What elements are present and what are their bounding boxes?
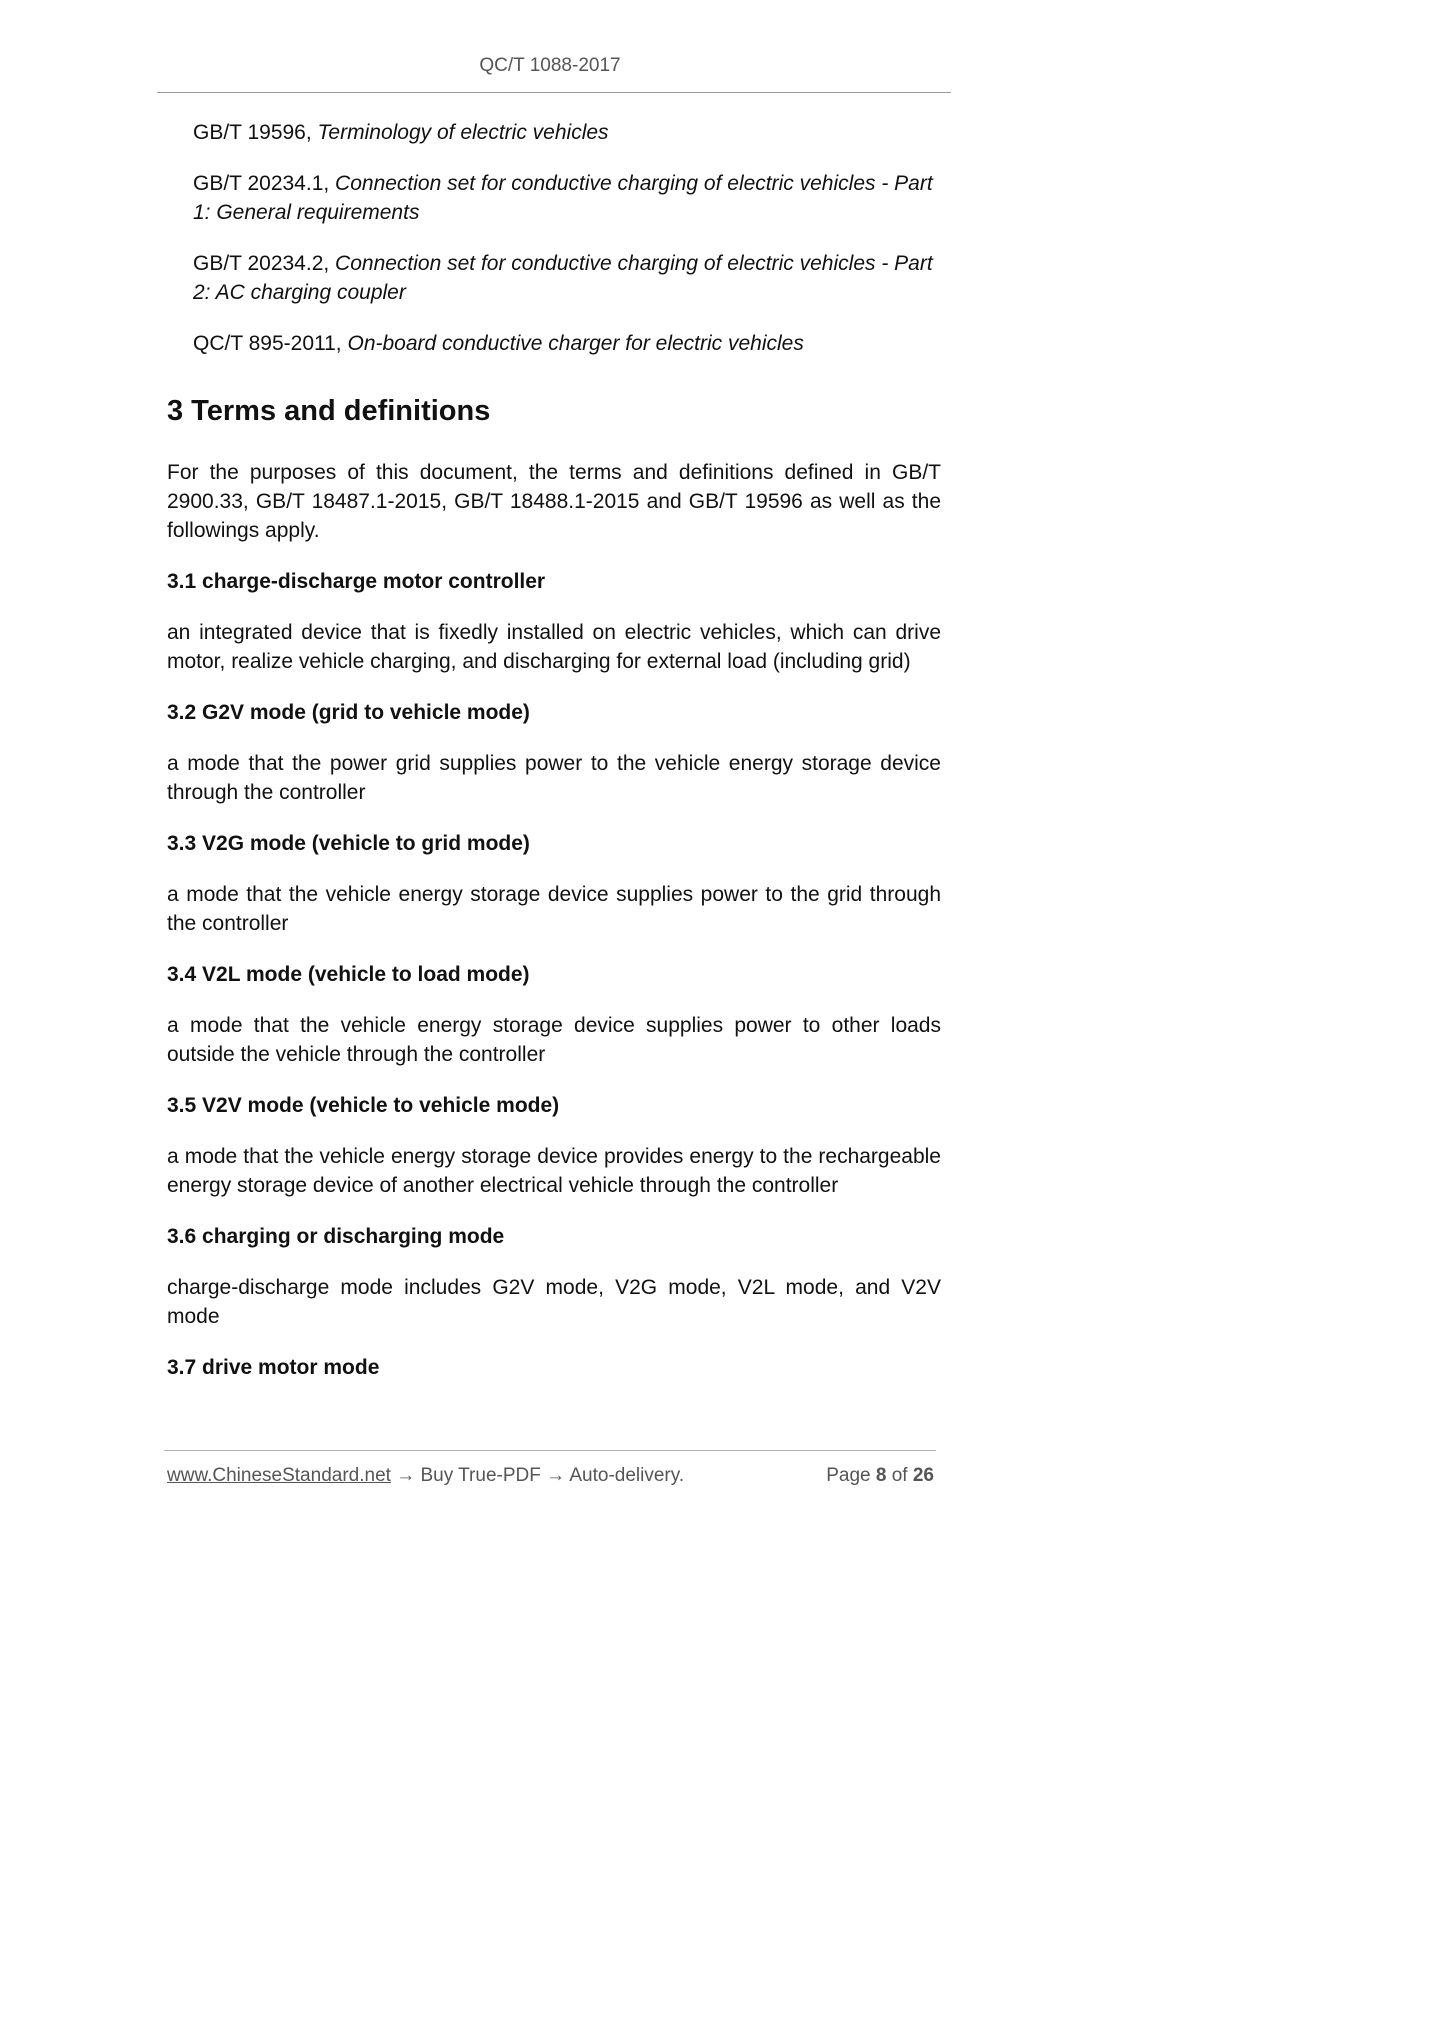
section-title: 3 Terms and definitions [167,395,491,427]
term-heading: 3.5 V2V mode (vehicle to vehicle mode) [167,1094,560,1117]
term-heading: 3.1 charge-discharge motor controller [167,570,546,593]
terms-section [167,393,941,1404]
normative-references-list [193,118,948,380]
of-label: of [886,1465,913,1486]
reference-item [193,329,948,358]
page-number: 8 [875,1465,887,1486]
page-indicator [826,1465,934,1487]
reference-item [193,249,948,307]
reference-title: Connection set for conductive charging of electric vehicles - Part 2: AC charging coupler [193,252,933,304]
term-definition: a mode that the vehicle energy storage device provides energy to the rechargeable energy storage device of another electrical vehicle through the controller [167,1145,941,1197]
page-label: Page [826,1465,876,1486]
reference-title: Terminology of electric vehicles [317,121,609,144]
reference-code: GB/T 19596, [193,121,318,144]
reference-title: On-board conductive charger for electric vehicles [347,332,804,355]
term-definition: an integrated device that is fixedly installed on electric vehicles, which can drive motor, realize vehicle charging, and discharging for external load (including grid) [167,621,941,673]
footer-divider [164,1450,936,1451]
page-header [0,55,1100,77]
footer-tagline: → Buy True-PDF → Auto-delivery. [390,1465,685,1486]
term-heading: 3.6 charging or discharging mode [167,1225,505,1248]
term-definition: a mode that the vehicle energy storage device supplies power to the grid through the controller [167,883,941,935]
document-code: QC/T 1088-2017 [479,55,621,76]
reference-title: Connection set for conductive charging of electric vehicles - Part 1: General requirements [193,172,933,224]
reference-code: GB/T 20234.2, [193,252,336,275]
term-definition: a mode that the power grid supplies power to the vehicle energy storage device through the controller [167,752,941,804]
term-heading: 3.2 G2V mode (grid to vehicle mode) [167,701,530,724]
term-heading: 3.4 V2L mode (vehicle to load mode) [167,963,530,986]
reference-code: QC/T 895-2011, [193,332,348,355]
website-link[interactable]: www.ChineseStandard.net [167,1465,391,1486]
header-divider [157,92,951,93]
reference-item [193,169,948,227]
term-definition: a mode that the vehicle energy storage device supplies power to other loads outside the vehicle through the controller [167,1014,941,1066]
footer-promo [167,1465,684,1487]
reference-item [193,118,948,147]
term-definition: charge-discharge mode includes G2V mode, V2G mode, V2L mode, and V2V mode [167,1276,941,1328]
section-intro: For the purposes of this document, the terms and definitions defined in GB/T 2900.33, GB/T 18487.1-2015, GB/T 18488.1-2015 and GB/T 19596 as well as the followings apply. [167,461,941,542]
reference-code: GB/T 20234.1, [193,172,336,195]
total-pages: 26 [912,1465,934,1486]
term-heading: 3.3 V2G mode (vehicle to grid mode) [167,832,530,855]
term-heading: 3.7 drive motor mode [167,1356,380,1379]
